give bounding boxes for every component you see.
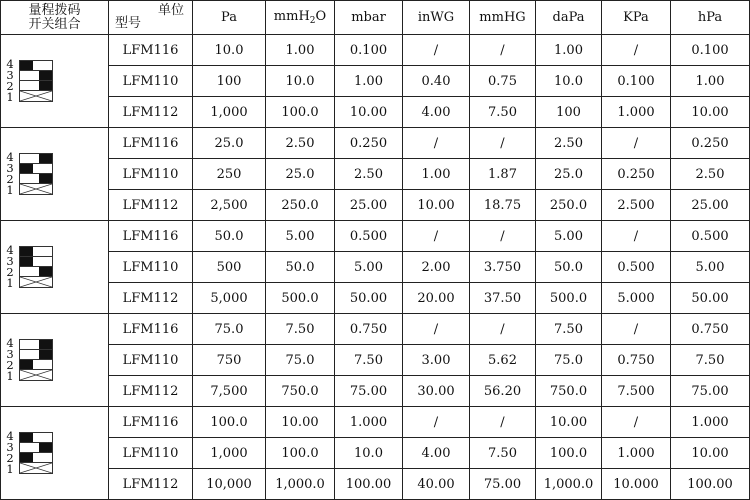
switch-number-label: 1 <box>6 90 14 104</box>
value-cell: 100.0 <box>266 438 335 469</box>
switch-knob-icon <box>39 350 52 359</box>
model-cell: LFM112 <box>109 190 193 221</box>
model-cell: LFM110 <box>109 66 193 97</box>
switch-position-icon <box>20 174 52 184</box>
value-cell: 1.00 <box>266 35 335 66</box>
dip-switch-icon <box>19 246 53 288</box>
switch-knob-icon <box>39 71 52 80</box>
value-cell: 1.00 <box>403 159 470 190</box>
value-cell: 0.500 <box>335 221 403 252</box>
value-cell: 2.50 <box>536 128 602 159</box>
value-cell: 750.0 <box>536 376 602 407</box>
dip-switch-combination <box>1 407 109 500</box>
switch-number-label: 2 <box>6 451 14 465</box>
value-cell: 25.00 <box>335 190 403 221</box>
switch-knob-icon <box>20 453 33 462</box>
table-row <box>1 314 750 345</box>
model-cell: LFM116 <box>109 407 193 438</box>
value-cell: 750.0 <box>266 376 335 407</box>
value-cell: 500.0 <box>266 283 335 314</box>
switch-position-icon <box>20 463 52 473</box>
table-row <box>1 128 750 159</box>
switch-number-label: 2 <box>6 265 14 279</box>
table-body <box>1 35 750 500</box>
switch-knob-icon <box>20 360 33 369</box>
switch-number-label: 4 <box>6 150 14 164</box>
value-cell: 5.00 <box>671 252 750 283</box>
value-cell: 1.00 <box>536 35 602 66</box>
value-cell: 1.000 <box>602 438 671 469</box>
value-cell: / <box>403 314 470 345</box>
value-cell: 10.000 <box>602 469 671 500</box>
switch-position-icon <box>20 267 52 277</box>
switch-position-icon <box>20 184 52 194</box>
value-cell: 75.00 <box>671 376 750 407</box>
switch-position-icon <box>20 350 52 360</box>
value-cell: 75.0 <box>266 345 335 376</box>
table-row <box>1 221 750 252</box>
switch-knob-icon <box>20 164 33 173</box>
unit-header-dapa: daPa <box>536 1 602 35</box>
switch-position-icon <box>20 247 52 257</box>
value-cell: 10.00 <box>403 190 470 221</box>
model-cell: LFM116 <box>109 128 193 159</box>
value-cell: 10.0 <box>193 35 266 66</box>
corner-left-line1: 量程拨码 <box>28 2 81 18</box>
value-cell: 50.00 <box>671 283 750 314</box>
model-cell: LFM110 <box>109 345 193 376</box>
value-cell: 5.000 <box>602 283 671 314</box>
value-cell: 1,000 <box>193 438 266 469</box>
value-cell: 75.00 <box>470 469 536 500</box>
table-row <box>1 97 750 128</box>
value-cell: / <box>470 221 536 252</box>
corner-unit-label: 单位 <box>157 3 184 18</box>
value-cell: 7,500 <box>193 376 266 407</box>
switch-number-label: 3 <box>6 254 14 268</box>
value-cell: 2.50 <box>335 159 403 190</box>
switch-knob-icon <box>20 433 33 442</box>
value-cell: 0.250 <box>602 159 671 190</box>
value-cell: 75.00 <box>335 376 403 407</box>
switch-position-icon <box>20 277 52 287</box>
value-cell: 10.00 <box>335 97 403 128</box>
dip-switch-icon <box>19 432 53 474</box>
value-cell: 1,000.0 <box>266 469 335 500</box>
value-cell: 5.62 <box>470 345 536 376</box>
switch-position-icon <box>20 257 52 267</box>
switch-position-icon <box>20 154 52 164</box>
value-cell: 75.0 <box>536 345 602 376</box>
switch-position-icon <box>20 443 52 453</box>
value-cell: 0.100 <box>671 35 750 66</box>
unit-header-mbar: mbar <box>335 1 403 35</box>
switch-knob-icon <box>39 267 52 276</box>
value-cell: 1,000.0 <box>536 469 602 500</box>
table-row <box>1 407 750 438</box>
value-cell: 1.000 <box>335 407 403 438</box>
value-cell: 10.0 <box>335 438 403 469</box>
value-cell: 4.00 <box>403 438 470 469</box>
value-cell: 0.500 <box>671 221 750 252</box>
value-cell: 50.00 <box>335 283 403 314</box>
switch-knob-icon <box>39 443 52 452</box>
value-cell: 40.00 <box>403 469 470 500</box>
table-row <box>1 283 750 314</box>
value-cell: 75.0 <box>193 314 266 345</box>
header-row <box>1 1 750 35</box>
switch-knob-icon <box>39 340 52 349</box>
switch-number-label: 3 <box>6 440 14 454</box>
value-cell: 30.00 <box>403 376 470 407</box>
value-cell: 500 <box>193 252 266 283</box>
unit-header-mmhg: mmHG <box>470 1 536 35</box>
value-cell: / <box>470 314 536 345</box>
dip-switch-combination <box>1 314 109 407</box>
switch-number-label: 1 <box>6 369 14 383</box>
dip-switch-icon <box>19 339 53 381</box>
value-cell: / <box>602 407 671 438</box>
value-cell: 0.750 <box>671 314 750 345</box>
value-cell: / <box>403 221 470 252</box>
value-cell: / <box>470 128 536 159</box>
value-cell: 100.0 <box>193 407 266 438</box>
value-cell: 4.00 <box>403 97 470 128</box>
value-cell: 5.00 <box>536 221 602 252</box>
value-cell: 2.50 <box>266 128 335 159</box>
value-cell: 10.00 <box>671 97 750 128</box>
switch-position-icon <box>20 71 52 81</box>
switch-position-icon <box>20 164 52 174</box>
value-cell: 3.00 <box>403 345 470 376</box>
switch-number-label: 3 <box>6 347 14 361</box>
model-cell: LFM112 <box>109 97 193 128</box>
switch-cross-icon <box>20 370 52 380</box>
value-cell: 25.0 <box>193 128 266 159</box>
value-cell: 50.0 <box>266 252 335 283</box>
switch-knob-icon <box>20 257 33 266</box>
model-cell: LFM112 <box>109 469 193 500</box>
switch-knob-icon <box>39 154 52 163</box>
value-cell: 250.0 <box>266 190 335 221</box>
value-cell: 50.0 <box>193 221 266 252</box>
table-row <box>1 190 750 221</box>
table-row <box>1 469 750 500</box>
value-cell: / <box>602 221 671 252</box>
model-cell: LFM116 <box>109 314 193 345</box>
dip-switch-combination <box>1 35 109 128</box>
switch-number-label: 3 <box>6 161 14 175</box>
switch-position-icon <box>20 453 52 463</box>
table-row <box>1 159 750 190</box>
value-cell: 0.500 <box>602 252 671 283</box>
model-cell: LFM110 <box>109 252 193 283</box>
switch-knob-icon <box>39 81 52 90</box>
switch-knob-icon <box>39 174 52 183</box>
dip-switch-combination <box>1 221 109 314</box>
value-cell: 5.00 <box>266 221 335 252</box>
value-cell: 100.0 <box>536 438 602 469</box>
value-cell: / <box>470 35 536 66</box>
value-cell: 0.750 <box>335 314 403 345</box>
value-cell: 100 <box>193 66 266 97</box>
model-cell: LFM110 <box>109 438 193 469</box>
switch-cross-icon <box>20 463 52 473</box>
value-cell: 10.0 <box>266 66 335 97</box>
switch-number-label: 1 <box>6 183 14 197</box>
switch-cross-icon <box>20 91 52 101</box>
table-row <box>1 252 750 283</box>
unit-header-kpa: KPa <box>602 1 671 35</box>
switch-combination-header <box>1 1 109 35</box>
value-cell: 2.500 <box>602 190 671 221</box>
value-cell: 1,000 <box>193 97 266 128</box>
switch-position-icon <box>20 61 52 71</box>
value-cell: 250 <box>193 159 266 190</box>
value-cell: 25.0 <box>266 159 335 190</box>
model-cell: LFM112 <box>109 376 193 407</box>
switch-number-label: 4 <box>6 243 14 257</box>
value-cell: 7.50 <box>470 438 536 469</box>
unit-header-hpa: hPa <box>671 1 750 35</box>
switch-number-label: 1 <box>6 462 14 476</box>
switch-position-icon <box>20 81 52 91</box>
table-row <box>1 35 750 66</box>
value-cell: 20.00 <box>403 283 470 314</box>
unit-header-mmh2o: mmH$_2$O <box>266 1 335 35</box>
switch-number-label: 4 <box>6 57 14 71</box>
value-cell: 2,500 <box>193 190 266 221</box>
dip-switch-combination <box>1 128 109 221</box>
switch-position-icon <box>20 370 52 380</box>
switch-number-label: 2 <box>6 172 14 186</box>
switch-cross-icon <box>20 277 52 287</box>
value-cell: 7.500 <box>602 376 671 407</box>
switch-knob-icon <box>20 247 33 256</box>
value-cell: / <box>470 407 536 438</box>
switch-number-label: 2 <box>6 79 14 93</box>
value-cell: 100.00 <box>335 469 403 500</box>
value-cell: / <box>602 35 671 66</box>
value-cell: 0.750 <box>602 345 671 376</box>
value-cell: 7.50 <box>266 314 335 345</box>
value-cell: / <box>403 407 470 438</box>
table-row <box>1 376 750 407</box>
switch-number-label: 2 <box>6 358 14 372</box>
value-cell: / <box>403 128 470 159</box>
value-cell: / <box>403 35 470 66</box>
model-cell: LFM116 <box>109 221 193 252</box>
value-cell: / <box>602 128 671 159</box>
value-cell: 2.50 <box>671 159 750 190</box>
value-cell: 1.00 <box>335 66 403 97</box>
value-cell: 750 <box>193 345 266 376</box>
value-cell: 5,000 <box>193 283 266 314</box>
switch-knob-icon <box>20 61 33 70</box>
value-cell: 1.000 <box>671 407 750 438</box>
model-cell: LFM116 <box>109 35 193 66</box>
value-cell: 0.40 <box>403 66 470 97</box>
value-cell: 18.75 <box>470 190 536 221</box>
dip-switch-icon <box>19 153 53 195</box>
switch-position-icon <box>20 433 52 443</box>
value-cell: 0.250 <box>671 128 750 159</box>
value-cell: 0.75 <box>470 66 536 97</box>
value-cell: 56.20 <box>470 376 536 407</box>
value-cell: 3.750 <box>470 252 536 283</box>
value-cell: 10.00 <box>536 407 602 438</box>
value-cell: 5.00 <box>335 252 403 283</box>
value-cell: 10.0 <box>536 66 602 97</box>
value-cell: 0.100 <box>335 35 403 66</box>
value-cell: 7.50 <box>671 345 750 376</box>
value-cell: 7.50 <box>536 314 602 345</box>
value-cell: 10.00 <box>671 438 750 469</box>
value-cell: 10,000 <box>193 469 266 500</box>
value-cell: 100.00 <box>671 469 750 500</box>
table-row <box>1 438 750 469</box>
switch-cross-icon <box>20 184 52 194</box>
value-cell: 50.0 <box>536 252 602 283</box>
value-cell: 25.00 <box>671 190 750 221</box>
table-row <box>1 66 750 97</box>
unit-header-inwg: inWG <box>403 1 470 35</box>
value-cell: 500.0 <box>536 283 602 314</box>
value-cell: 7.50 <box>470 97 536 128</box>
value-cell: 10.00 <box>266 407 335 438</box>
dip-switch-icon <box>19 60 53 102</box>
value-cell: 0.100 <box>602 66 671 97</box>
value-cell: 1.000 <box>602 97 671 128</box>
switch-number-label: 3 <box>6 68 14 82</box>
model-cell: LFM112 <box>109 283 193 314</box>
switch-number-label: 1 <box>6 276 14 290</box>
value-cell: 37.50 <box>470 283 536 314</box>
corner-left-line2: 开关组合 <box>28 16 81 32</box>
switch-position-icon <box>20 91 52 101</box>
switch-number-label: 4 <box>6 429 14 443</box>
model-cell: LFM110 <box>109 159 193 190</box>
model-unit-header <box>109 1 193 35</box>
switch-position-icon <box>20 340 52 350</box>
value-cell: / <box>602 314 671 345</box>
value-cell: 2.00 <box>403 252 470 283</box>
value-cell: 1.00 <box>671 66 750 97</box>
table-row <box>1 345 750 376</box>
corner-model-label: 型号 <box>115 16 142 31</box>
value-cell: 250.0 <box>536 190 602 221</box>
value-cell: 25.0 <box>536 159 602 190</box>
value-cell: 7.50 <box>335 345 403 376</box>
switch-position-icon <box>20 360 52 370</box>
value-cell: 1.87 <box>470 159 536 190</box>
value-cell: 100 <box>536 97 602 128</box>
value-cell: 100.0 <box>266 97 335 128</box>
unit-header-pa: Pa <box>193 1 266 35</box>
switch-number-label: 4 <box>6 336 14 350</box>
value-cell: 0.250 <box>335 128 403 159</box>
